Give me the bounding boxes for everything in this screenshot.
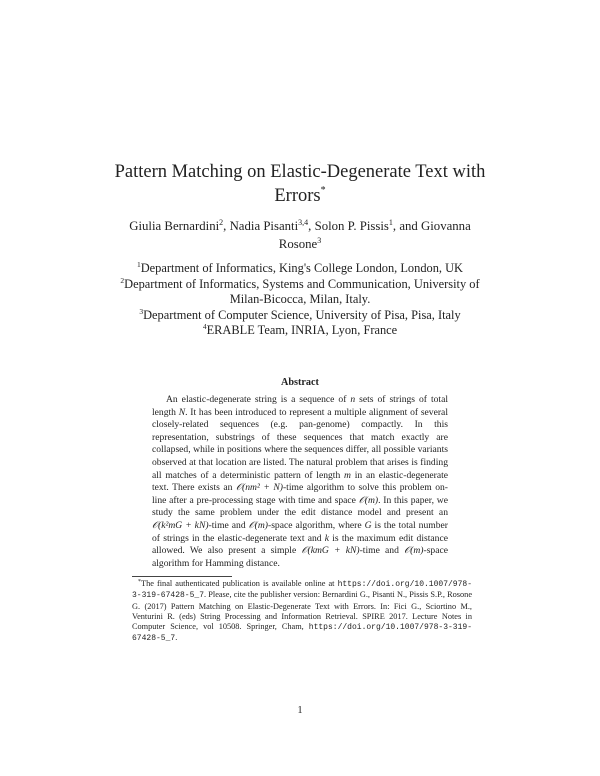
- paper-title: [110, 160, 490, 208]
- affiliation: $^4$ERABLE Team, INRIA, Lyon, France: [202, 322, 398, 338]
- affiliation: $^1$Department of Informatics, King's College London, London, UK: [136, 260, 463, 275]
- author: Giulia Bernardini$^2$: [129, 218, 224, 233]
- footnote-mark: *: [138, 579, 141, 585]
- affiliation: $^3$Department of Computer Science, University of Pisa, Pisa, Italy: [139, 306, 461, 322]
- author-list: Giulia Bernardini$^2$, Nadia Pisanti$^{3,4}$, Solon P. Pissis$^1$, and Giovanna Rosone$^3$: [129, 218, 471, 251]
- author: Nadia Pisanti$^{3,4}$: [229, 218, 309, 233]
- author: Giovanna Rosone$^3$: [278, 219, 471, 251]
- page-number: 1: [297, 705, 303, 716]
- title-footnote-mark: *: [320, 185, 326, 196]
- footnote: *The final authenticated publication is available online at https://doi.org/10.1007/978-3-319-67428-5_7. Please, cite the publisher version: Bernardini G., Pisanti N., Pissis S.P., Rosone G. (2017) Pattern Matching on Elastic-Degenerate Text with Errors. In: Fici G., Sciortino M., Venturini R. (eds) String Processing and Information Retrieval. SPIRE 2017. Lecture Notes in Computer Science, vol 10508. Springer, Cham, https://doi.org/10.1007/978-3-319-67428-5_7.: [132, 579, 472, 644]
- abstract-heading: Abstract: [281, 377, 319, 388]
- title-text: Pattern Matching on Elastic-Degenerate Text with Errors: [114, 162, 486, 206]
- abstract-text: An elastic-degenerate string is a sequence of n sets of strings of total length N. It has been introduced to represent a multiple alignment of several closely-related sequences (e.g. pan-genome) compactly. In this representation, substrings of these sequences that match exactly are collapsed, while in positions where the sequences differ, all possible variants observed at that location are listed. The natural problem that arises is finding all matches of a deterministic pattern of length m in an elastic-degenerate text. There exists an 𝒪(nm² + N)-time algorithm to solve this problem on-line after a pre-processing stage with time and space 𝒪(m). In this paper, we study the same problem under the edit distance model and present an 𝒪(k²mG + kN)-time and 𝒪(m)-space algorithm, where G is the total number of strings in the elastic-degenerate text and k is the maximum edit distance allowed. We also present a simple 𝒪(kmG + kN)-time and 𝒪(m)-space algorithm for Hamming distance.: [152, 394, 449, 569]
- footnote-divider: [132, 576, 232, 577]
- doi-link[interactable]: https://doi.org/10.1007/978-3-319-67428-5_7: [132, 623, 472, 644]
- author: Solon P. Pissis$^1$: [314, 218, 393, 233]
- affiliation: $^2$Department of Informatics, Systems and Communication, University of Milan-Bicocca, Milan, Italy.: [120, 275, 480, 307]
- doi-link[interactable]: https://doi.org/10.1007/978-3-319-67428-5_7: [132, 580, 472, 601]
- affiliation-list: [112, 261, 488, 339]
